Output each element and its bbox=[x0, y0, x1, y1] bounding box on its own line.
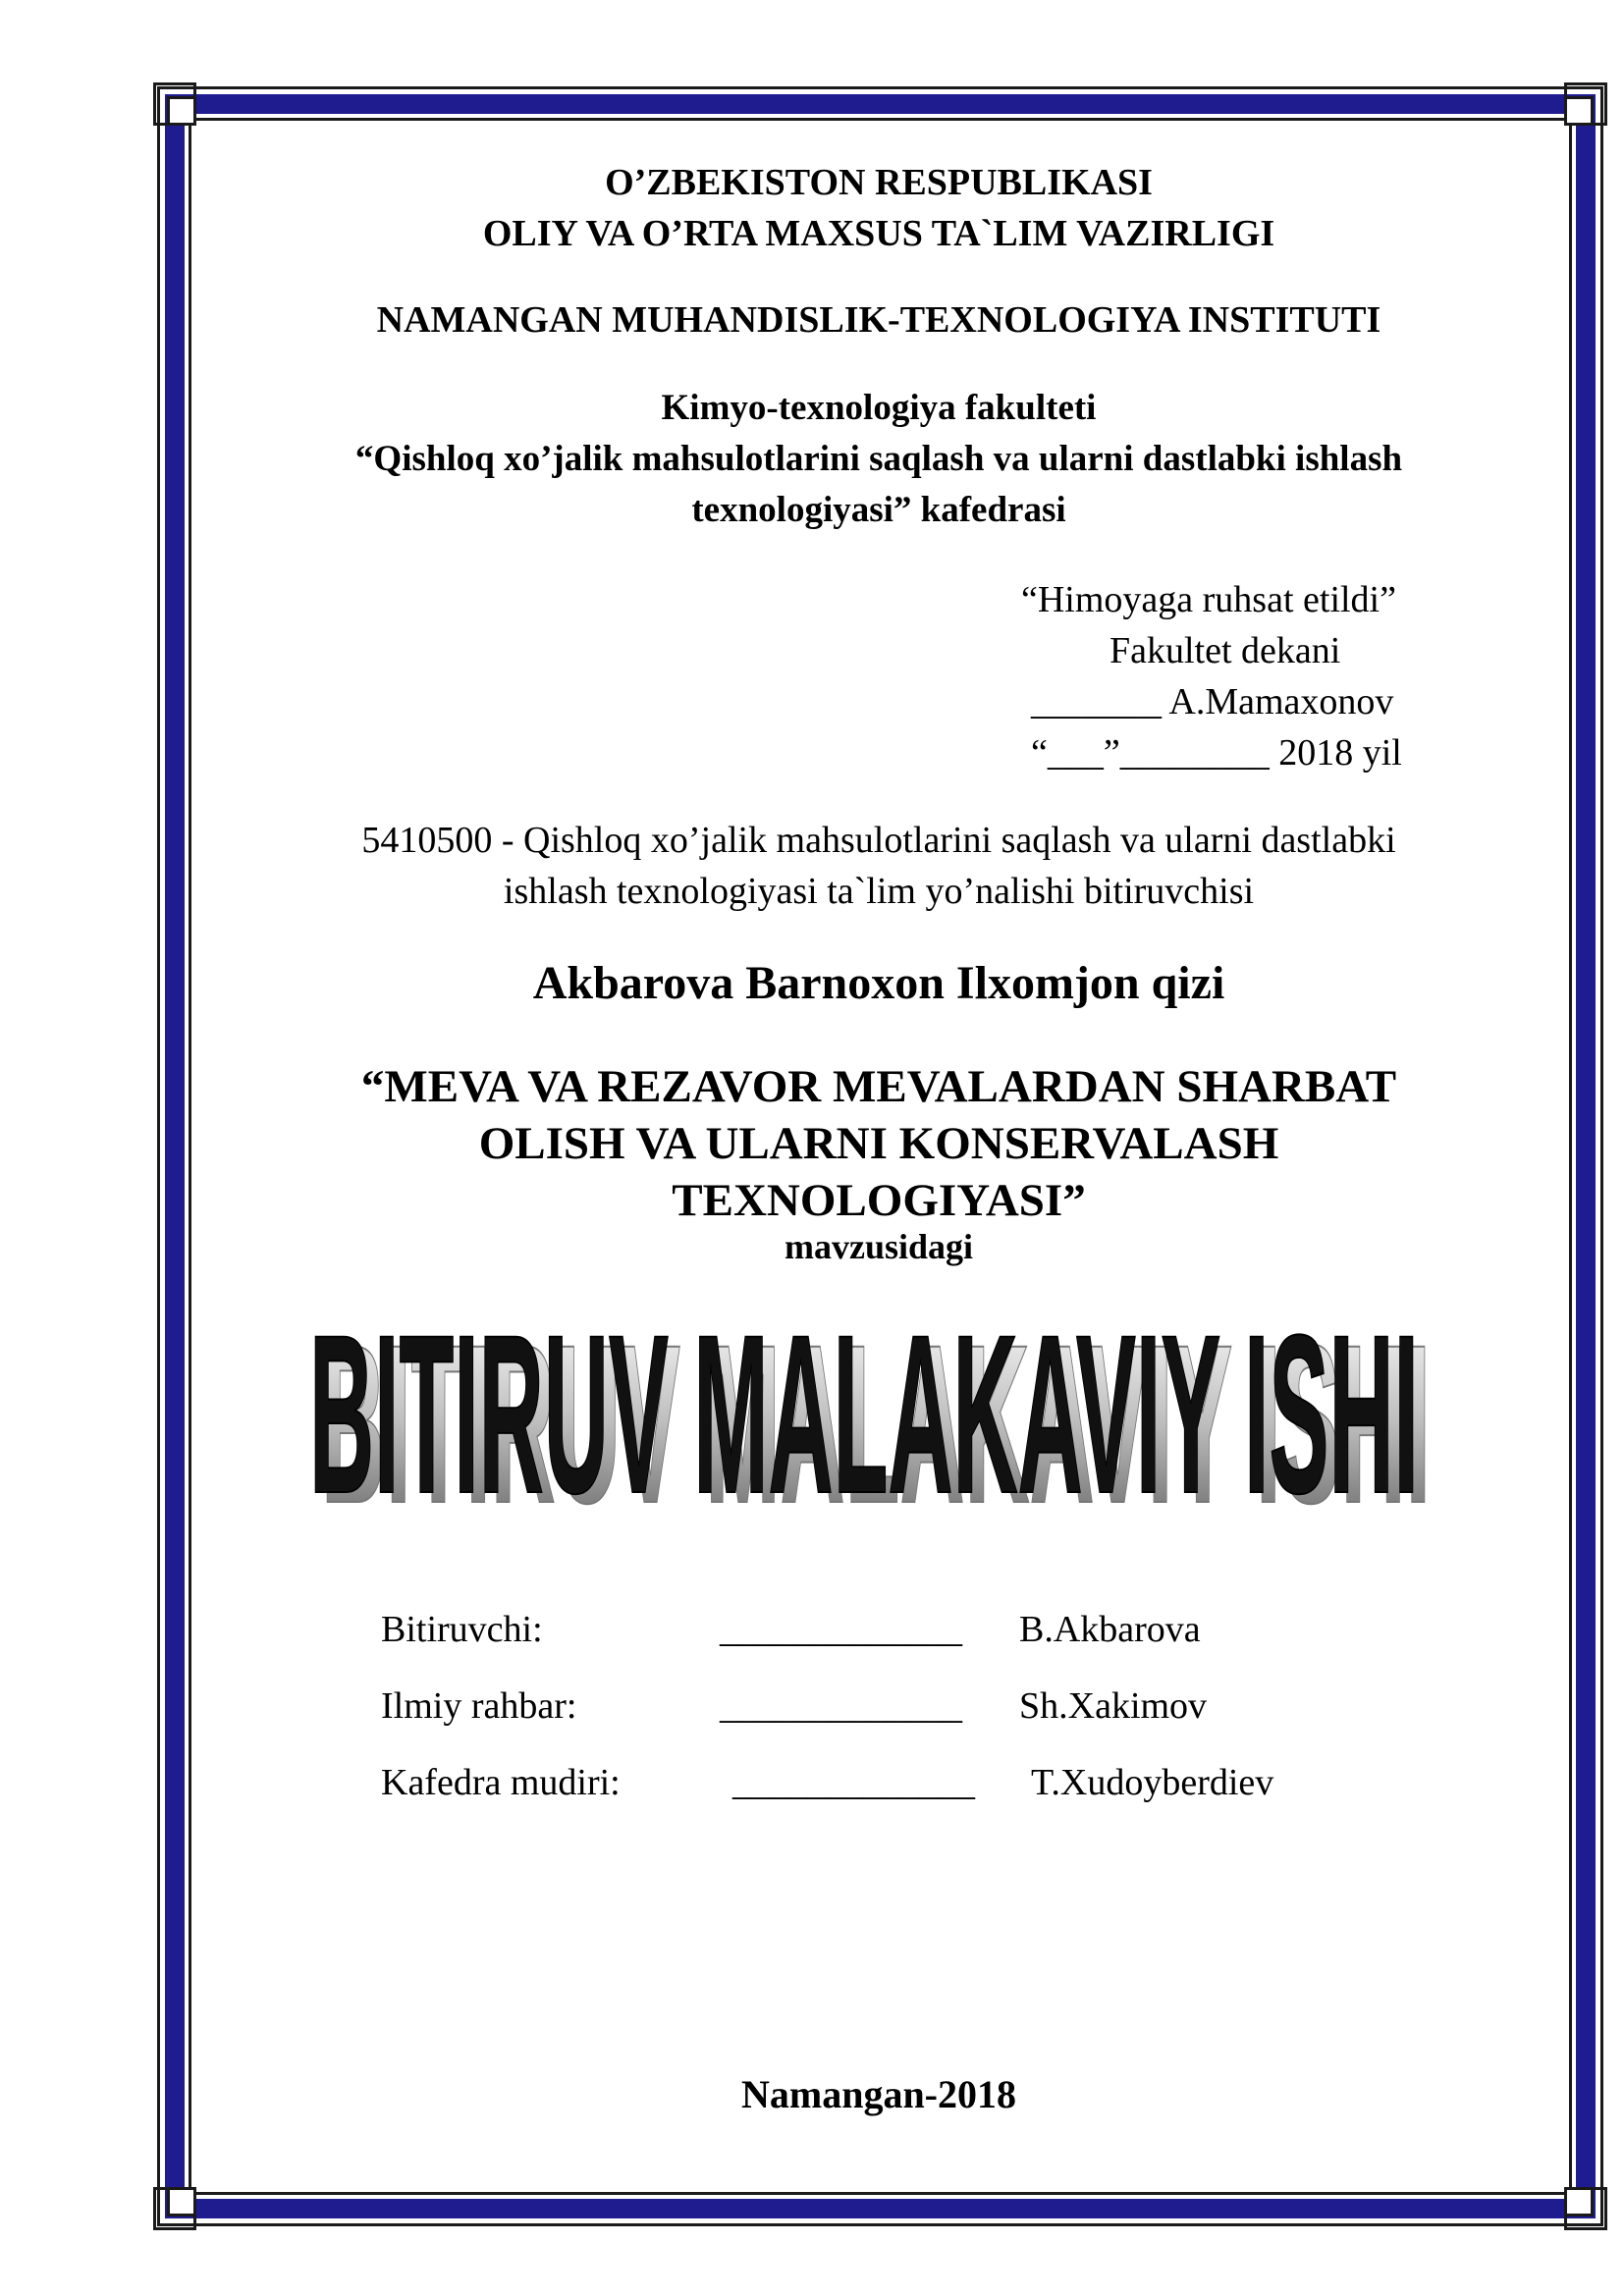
program-line-2: ishlash texnologiyasi ta`lim yo’nalishi bitiruvchisi bbox=[503, 871, 1255, 912]
wordart-title-face: BITIRUV MALAKAVIY ISHI bbox=[309, 1296, 1419, 1531]
approval-line-3: _______ A.Mamaxonov bbox=[1031, 681, 1394, 722]
faculty-block bbox=[226, 383, 1532, 536]
department-line-1: “Qishloq xo’jalik mahsulotlarini saqlash va ularni dastlabki ishlash bbox=[354, 439, 1403, 479]
signature-name: Sh.Xakimov bbox=[1019, 1685, 1208, 1727]
thesis-topic bbox=[226, 1058, 1532, 1229]
signature-label: Kafedra mudiri: bbox=[381, 1762, 621, 1803]
student-name: Akbarova Barnoxon Ilxomjon qizi bbox=[532, 957, 1225, 1009]
ministry-title: OLIY VA O’RTA MAXSUS TA`LIM VAZIRLIGI bbox=[482, 213, 1275, 254]
program-description bbox=[226, 815, 1532, 917]
wordart-title-shadow: BITIRUV MALAKAVIY ISHI bbox=[321, 1298, 1431, 1531]
topic-line-3: TEXNOLOGIYASI” bbox=[672, 1175, 1086, 1226]
city-year: Namangan-2018 bbox=[740, 2072, 1017, 2116]
topic-line-2: OLISH VA ULARNI KONSERVALASH bbox=[478, 1118, 1279, 1169]
program-line-1: 5410500 - Qishloq xo’jalik mahsulotlarini saqlash va ularni dastlabki bbox=[361, 820, 1396, 861]
frame-corner-top-left bbox=[153, 82, 210, 139]
approval-block bbox=[982, 574, 1532, 778]
approval-line-1: “Himoyaga ruhsat etildi” bbox=[1021, 579, 1396, 620]
signature-line: _____________ bbox=[720, 1609, 962, 1650]
topic-suffix: mavzusidagi bbox=[784, 1227, 974, 1266]
ministry-header bbox=[226, 157, 1532, 259]
signature-label: Ilmiy rahbar: bbox=[381, 1685, 577, 1727]
signature-line: _____________ bbox=[720, 1685, 962, 1727]
approval-line-2: Fakultet dekani bbox=[1110, 630, 1341, 671]
signature-name: T.Xudoyberdiev bbox=[1031, 1762, 1274, 1803]
signature-label: Bitiruvchi: bbox=[381, 1609, 543, 1650]
faculty-title: Kimyo-texnologiya fakulteti bbox=[661, 388, 1097, 428]
signature-line: _____________ bbox=[732, 1762, 975, 1803]
republic-title: O’ZBEKISTON RESPUBLIKASI bbox=[605, 162, 1153, 203]
wordart-title bbox=[275, 1296, 1453, 1531]
frame-corner-bottom-right bbox=[1550, 2173, 1607, 2230]
topic-line-1: “MEVA VA REZAVOR MEVALARDAN SHARBAT bbox=[360, 1061, 1397, 1112]
frame-corner-bottom-left bbox=[153, 2173, 210, 2230]
signature-name: B.Akbarova bbox=[1019, 1609, 1201, 1650]
department-line-2: texnologiyasi” kafedrasi bbox=[691, 490, 1066, 530]
frame-corner-top-right bbox=[1550, 82, 1607, 139]
institute-title: NAMANGAN MUHANDISLIK-TEXNOLOGIYA INSTITUTI bbox=[376, 299, 1381, 341]
approval-line-4: “___”________ 2018 yil bbox=[1031, 732, 1402, 774]
